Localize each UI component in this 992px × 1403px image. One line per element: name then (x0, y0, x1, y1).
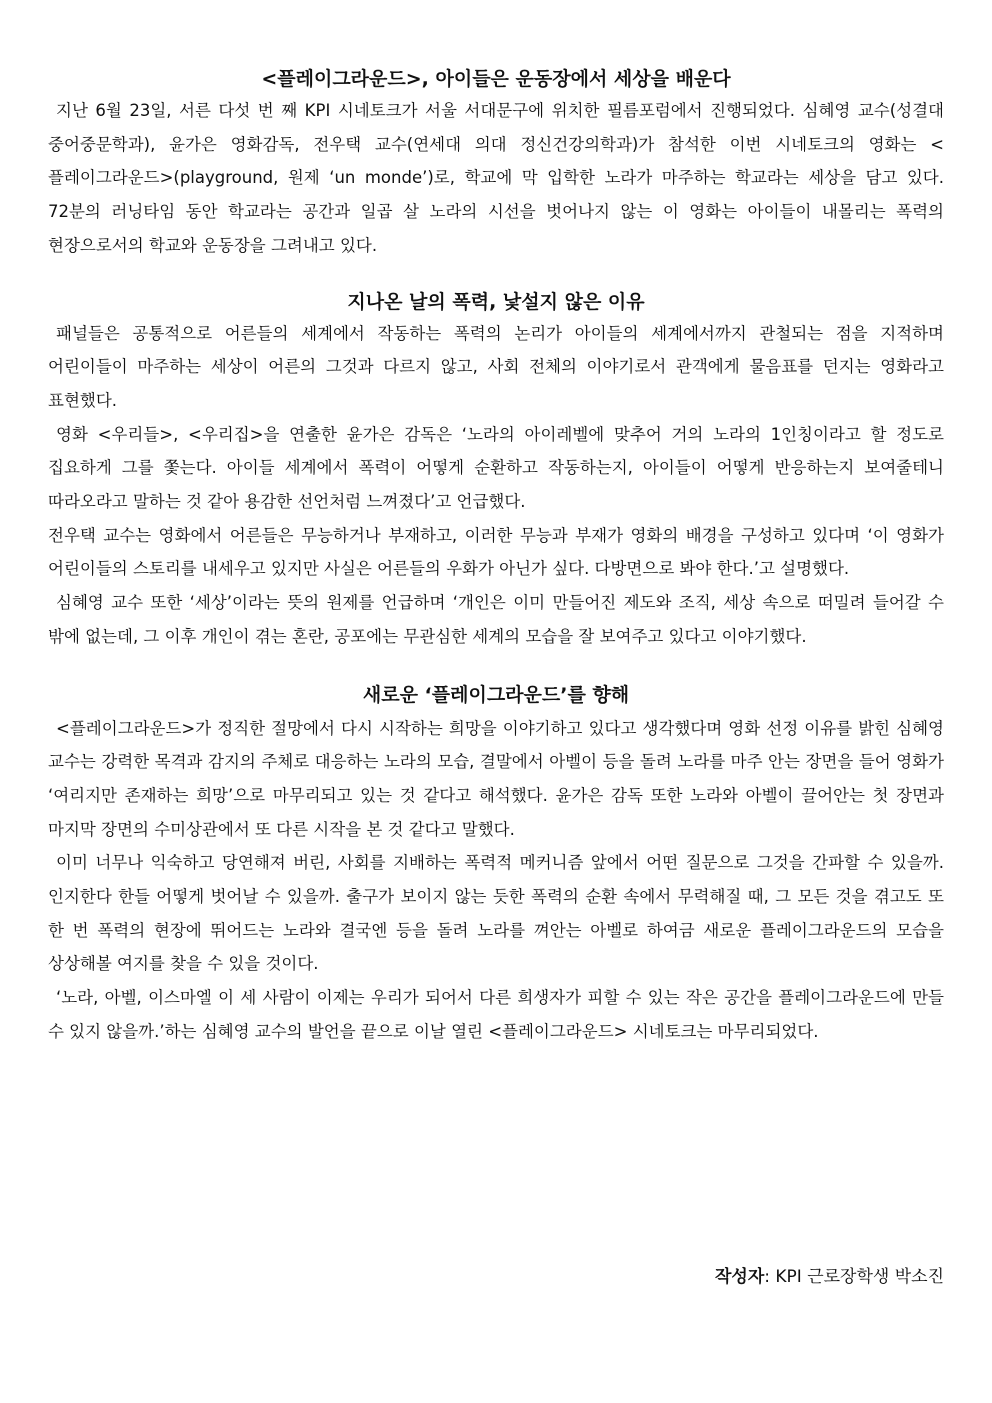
section-title: <플레이그라운드>, 아이들은 운동장에서 세상을 배운다 (261, 68, 731, 90)
section-title: 새로운 ‘플레이그라운드’를 향해 (362, 683, 630, 706)
author-separator: : (764, 1267, 776, 1287)
paragraph: <플레이그라운드>가 정직한 절망에서 다시 시작하는 희망을 이야기하고 있다고 생각했다며 영화 선정 이유를 밝힌 심혜영 교수는 강력한 목격과 감지의 주체로 대응하는 노라의 모습, 결말에서 아벨이 등을 돌려 노라를 마주 안는 장면을 들어 영화가 ‘여리지만 존재하는 희망’으로 마무리되고 있는 것 같다고 해석했다. 윤가은 감독 또한 노라와 아벨이 끌어안는 첫 장면과 마지막 장면의 수미상관에서 또 다른 시작을 본 것 같다고 말했다. (48, 718, 944, 839)
paragraph: 이미 너무나 익숙하고 당연해져 버린, 사회를 지배하는 폭력적 메커니즘 앞에서 어떤 질문으로 그것을 간파할 수 있을까. 인지한다 한들 어떻게 벗어날 수 있을까. 출구가 보이지 않는 듯한 폭력의 순환 속에서 무력해질 때, 그 모든 것을 겪고도 또 한 번 폭력의 현장에 뛰어드는 노라와 결국엔 등을 돌려 노라를 껴안는 아벨로 하여금 새로운 플레이그라운드의 모습을 상상해볼 여지를 찾을 수 있을 것이다. (48, 853, 944, 974)
paragraph: 영화 <우리들>, <우리집>을 연출한 윤가은 감독은 ‘노라의 아이레벨에 맞추어 거의 노라의 1인칭이라고 할 정도로 집요하게 그를 쫓는다. 아이들 세계에서 폭력이 어떻게 순환하고 작동하는지, 아이들이 어떻게 반응하는지 보여줄테니 따라오라고 말하는 것 같아 용감한 선언처럼 느껴졌다’고 언급했다. (48, 424, 944, 512)
section-violence (48, 289, 944, 654)
author-label: 작성자 (714, 1267, 765, 1287)
paragraph: 전우택 교수는 영화에서 어른들은 무능하거나 부재하고, 이러한 무능과 부재가 영화의 배경을 구성하고 있다며 ‘이 영화가 어린이들의 스토리를 내세우고 있지만 사실은 어른들의 우화가 아닌가 싶다. 다방면으로 봐야 한다.’고 설명했다. (48, 525, 944, 579)
section-title: 지나온 날의 폭력, 낯설지 않은 이유 (347, 290, 645, 313)
author-line (715, 1264, 944, 1290)
paragraph: 지난 6월 23일, 서른 다섯 번 째 KPI 시네토크가 서울 서대문구에 위치한 필름포럼에서 진행되었다. 심혜영 교수(성결대 중어중문학과), 윤가은 영화감독, 전우택 교수(연세대 의대 정신건강의학과)가 참석한 이번 시네토크의 영화는 <플레이그라운드>(playground, 원제 ‘un monde’)로, 학교에 막 입학한 노라가 마주하는 학교라는 세상을 담고 있다. 72분의 러닝타임 동안 학교라는 공간과 일곱 살 노라의 시선을 벗어나지 않는 이 영화는 아이들이 내몰리는 폭력의 현장으로서의 학교와 운동장을 그려내고 있다. (48, 101, 944, 255)
author-name: KPI 근로장학생 박소진 (775, 1267, 944, 1287)
section-intro (48, 66, 944, 263)
paragraph: 심혜영 교수 또한 ‘세상’이라는 뜻의 원제를 언급하며 ‘개인은 이미 만들어진 제도와 조직, 세상 속으로 떠밀려 들어갈 수 밖에 없는데, 그 이후 개인이 겪는 혼란, 공포에는 무관심한 세계의 모습을 잘 보여주고 있다고 이야기했다. (48, 593, 944, 646)
section-new-playground (48, 682, 944, 1049)
paragraph: 패널들은 공통적으로 어른들의 세계에서 작동하는 폭력의 논리가 아이들의 세계에서까지 관철되는 점을 지적하며 어린이들이 마주하는 세상이 어른의 그것과 다르지 않고, 사회 전체의 이야기로서 관객에게 물음표를 던지는 영화라고 표현했다. (48, 323, 945, 410)
paragraph: ‘노라, 아벨, 이스마엘 이 세 사람이 이제는 우리가 되어서 다른 희생자가 피할 수 있는 작은 공간을 플레이그라운드에 만들 수 있지 않을까.’하는 심혜영 교수의 발언을 끝으로 이날 열린 <플레이그라운드> 시네토크는 마무리되었다. (48, 988, 944, 1041)
